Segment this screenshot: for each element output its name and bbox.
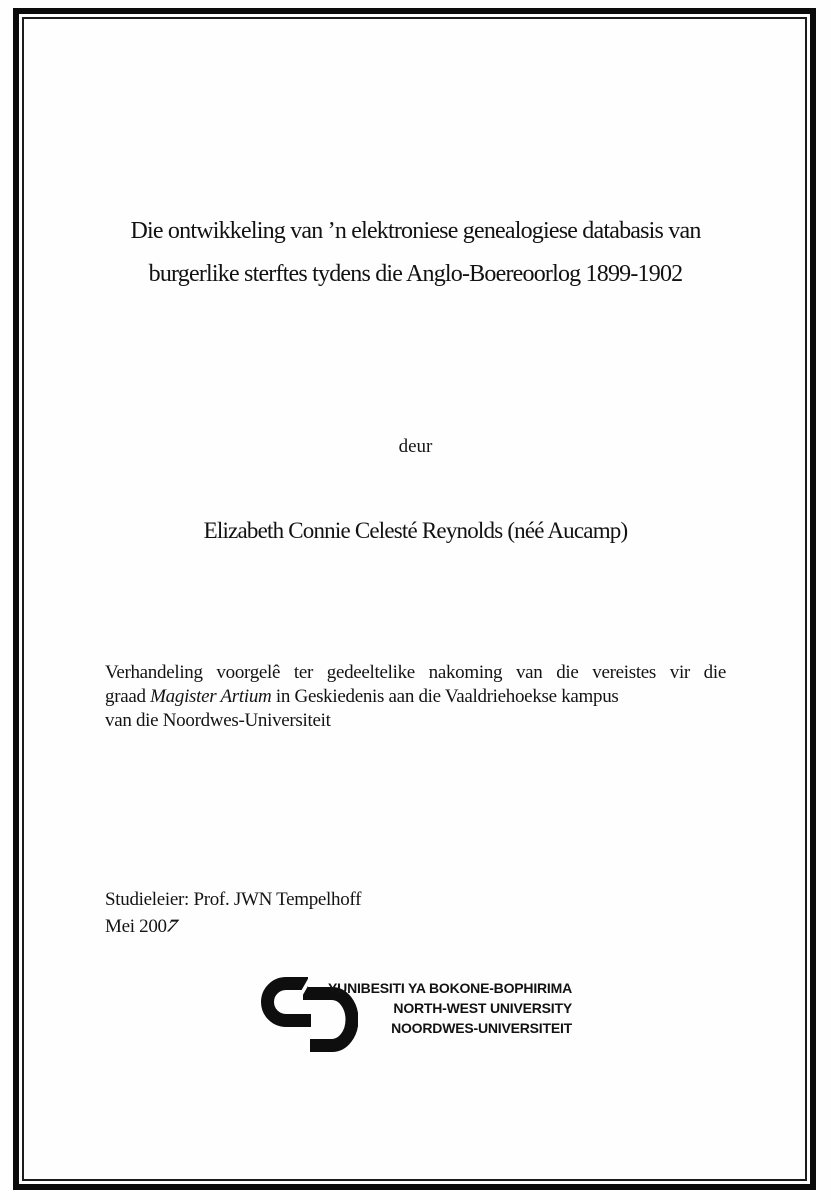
- byline-deur: deur: [398, 436, 433, 457]
- supervisor-line: Studieleier: Prof. JWN Tempelhoff: [105, 889, 362, 910]
- date-prefix: Mei 200: [105, 916, 167, 937]
- university-name-english: NORTH-WEST UNIVERSITY: [393, 1000, 572, 1016]
- statement-line2: [105, 685, 726, 709]
- statement-line3: van die Noordwes-Universiteit: [105, 710, 331, 731]
- date-line: [105, 916, 181, 938]
- date-last-digit: 7: [162, 916, 181, 937]
- statement-line2-prefix: graad: [105, 686, 151, 707]
- thesis-title: [60, 210, 771, 296]
- university-logo: [256, 966, 586, 1058]
- statement-line2-suffix: in Geskiedenis aan die Vaaldriehoekse kampus: [271, 686, 619, 707]
- university-name-afrikaans: NOORDWES-UNIVERSITEIT: [391, 1020, 572, 1036]
- submission-statement: [105, 661, 726, 733]
- author-name: Elizabeth Connie Celesté Reynolds (néé Aucamp): [203, 518, 628, 543]
- degree-name: Magister Artium: [150, 686, 272, 707]
- thesis-title-line2: burgerlike sterftes tydens die Anglo-Boereoorlog 1899-1902: [148, 261, 683, 287]
- thesis-title-line1: Die ontwikkeling van ’n elektroniese genealogiese databasis van: [130, 218, 701, 244]
- university-logo-text: [316, 978, 572, 1038]
- statement-line1: Verhandeling voorgelê ter gedeeltelike nakoming van die vereistes vir die: [105, 662, 726, 683]
- university-name-setswana: YUNIBESITI YA BOKONE-BOPHIRIMA: [328, 980, 572, 996]
